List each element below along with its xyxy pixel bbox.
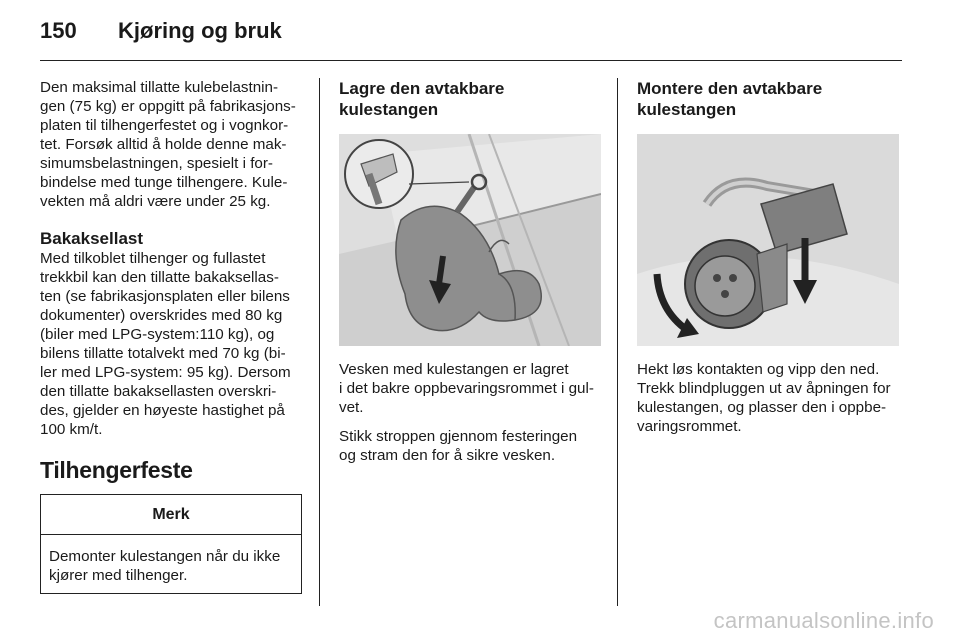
column-2 bbox=[339, 78, 603, 475]
page-header bbox=[40, 18, 282, 52]
note-body: Demonter kulestangen når du ikke kjører med tilhenger. bbox=[49, 548, 281, 584]
mount-heading: Montere den avtakbare kulestangen bbox=[637, 79, 823, 119]
store-paragraph-2: Stikk stroppen gjennom festeringen og stram den for å sikre vesken. bbox=[339, 428, 578, 464]
rear-axle-heading: Bakaksellast bbox=[40, 229, 144, 248]
chapter-title: Kjøring og bruk bbox=[118, 18, 282, 43]
store-paragraph-1: Vesken med kulestangen er lagret i det bakre oppbevaringsrommet i gul- vet. bbox=[339, 361, 594, 416]
column-3 bbox=[637, 78, 901, 446]
store-heading: Lagre den avtakbare kulestangen bbox=[339, 79, 505, 119]
column-divider bbox=[617, 78, 618, 606]
watermark: carmanualsonline.info bbox=[713, 608, 934, 633]
bag-storage-illustration bbox=[339, 134, 601, 346]
column-divider bbox=[319, 78, 320, 606]
connector-illustration bbox=[637, 134, 899, 346]
page-number: 150 bbox=[40, 18, 77, 43]
header-rule bbox=[40, 60, 902, 61]
column-1 bbox=[40, 78, 304, 594]
intro-paragraph: Den maksimal tillatte kulebelastnin- gen (75 kg) er oppgitt på fabrikasjons- platen til tilhengerfestet og i vognkor- tet. Forsøk alltid å holde denne mak- simumsbelastningen, spesielt i for- bindelse med tunge tilhengere. Kule- vekten må aldri være under 25 kg. bbox=[40, 79, 296, 210]
note-box bbox=[40, 494, 302, 594]
section-heading: Tilhengerfeste bbox=[40, 457, 193, 483]
note-title: Merk bbox=[41, 495, 301, 535]
mount-paragraph: Hekt løs kontakten og vipp den ned. Trekk blindpluggen ut av åpningen for kulestangen, og plasser den i oppbe- varingsrommet. bbox=[637, 361, 891, 435]
rear-axle-paragraph: Med tilkoblet tilhenger og fullastet trekkbil kan den tillatte bakaksellas- ten (se fabrikasjonsplaten eller bilens dokumenter) overskrides med 80 kg (biler med LPG-system:110 kg), og bilens tillatte totalvekt med 70 kg (bi- ler med LPG-system: 95 kg). Dersom den tillatte bakaksellasten overskri- des, gjelder en høyeste hastighet på 100 km/t. bbox=[40, 250, 291, 438]
